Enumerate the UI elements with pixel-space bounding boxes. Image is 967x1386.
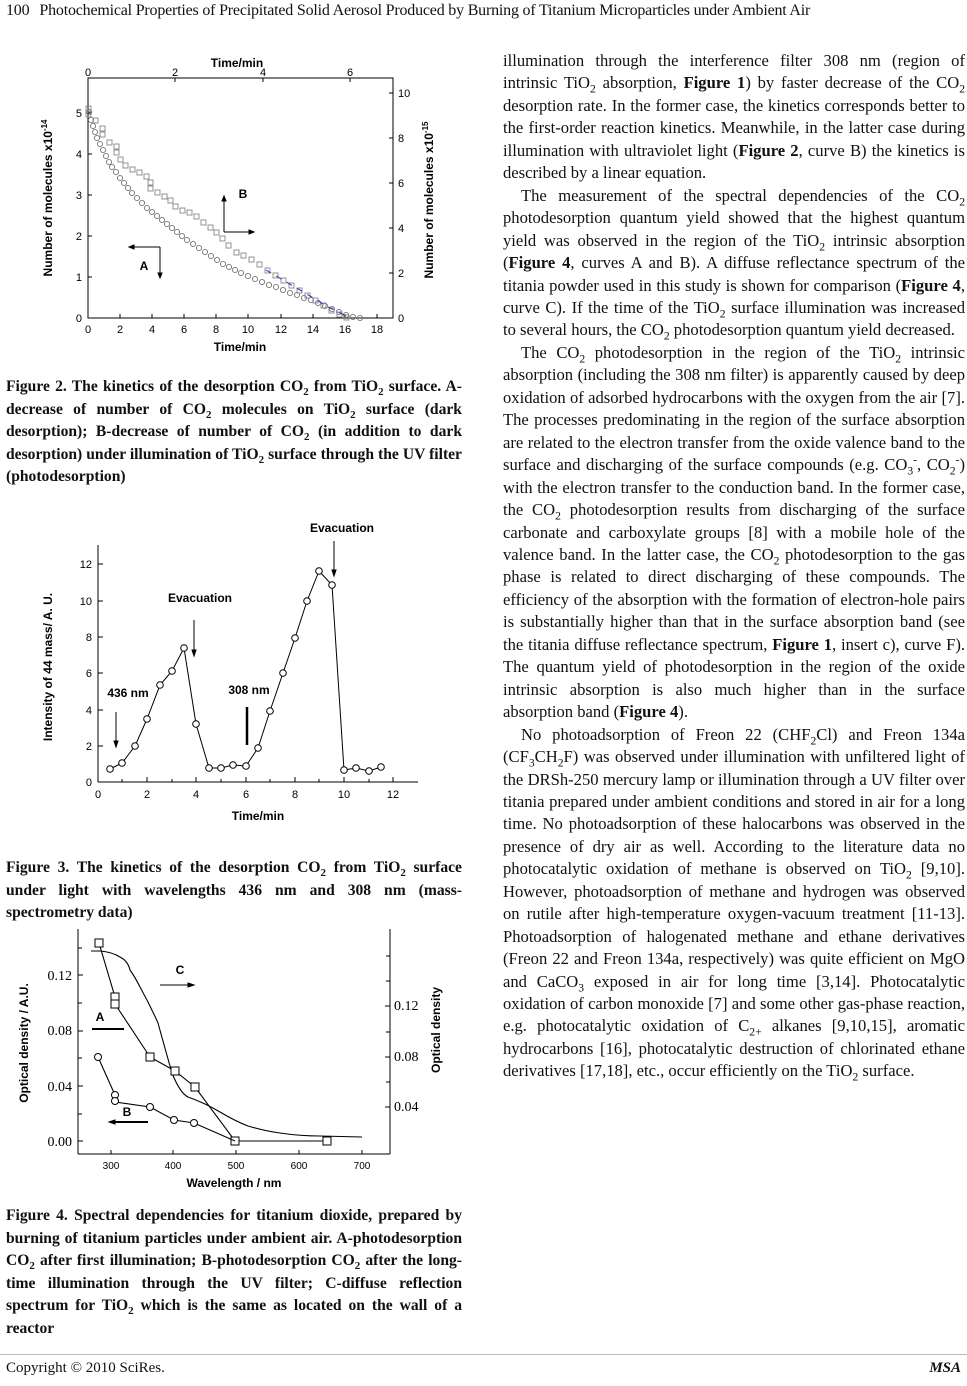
fig4-label-a: A xyxy=(95,1010,105,1024)
fig3-annot-evac1: Evacuation xyxy=(167,591,233,605)
svg-text:0.04: 0.04 xyxy=(394,1100,419,1115)
paragraph-3: The $CO_2$ photodesorption in the region of the TiO$_2$ intrinsic absorption (including the 308 nm filter) is apparently caused by deep oxidation of adsorbed hydrocarbons with the oxygen from the air [7]. The processes predominating in the region of the surface absorption are related to the electron transfer from the oxide valence band to the surface and discharging of the surface compounds (e.g. $CO_3^-$, $CO_2^-$) with the electron transfer to the conduction band. In the former case, the $CO_2$ photodesorption results from discharging of the surface carbonate and carboxylate groups [8] with a mobile hole of the valence band. In the latter case, the $CO_2$ photodesorption to the gas phase is related to direct discharging of these compounds. The efficiency of the absorption with the formation of electron-hole pairs is substantially higher than that in the surface absorption band (see the titania diffuse reflectance spectrum, Figure 1, insert c), curve F). The quantum yield of photodesorption in the region of the oxide intrinsic absorption is also much higher than in the surface absorption band (Figure 4). xyxy=(503,342,966,722)
svg-text:8: 8 xyxy=(85,632,92,644)
svg-text:2: 2 xyxy=(116,324,124,336)
svg-text:4: 4 xyxy=(148,324,156,336)
svg-text:0: 0 xyxy=(84,324,92,336)
journal-abbrev: MSA xyxy=(929,1360,961,1376)
svg-text:0: 0 xyxy=(94,789,102,801)
fig4-series-c xyxy=(91,951,362,1137)
svg-text:6: 6 xyxy=(398,178,405,190)
svg-text:10: 10 xyxy=(79,596,92,608)
svg-text:2: 2 xyxy=(85,741,92,753)
svg-text:10: 10 xyxy=(398,88,411,100)
svg-text:0.04: 0.04 xyxy=(47,1080,72,1095)
figure-2-chart xyxy=(30,50,450,360)
svg-text:300: 300 xyxy=(102,1161,120,1172)
figure-2-caption: Figure 2. The kinetics of the desorption $CO_2$ from TiO$_2$ surface. A-decrease of number of $CO_2$ molecules on TiO$_2$ surface (dark desorption); B-decrease of number of $CO_2$ (in addition to dark desorption) under illumination of TiO$_2$ surface through the UV filter (photodesorption) xyxy=(6,378,462,485)
svg-text:0: 0 xyxy=(85,777,92,789)
svg-text:0: 0 xyxy=(398,313,405,325)
svg-text:4: 4 xyxy=(192,789,200,801)
svg-text:2: 2 xyxy=(398,268,405,280)
svg-text:14: 14 xyxy=(306,324,320,336)
svg-text:5: 5 xyxy=(75,108,82,120)
svg-text:1: 1 xyxy=(75,272,82,284)
svg-text:8: 8 xyxy=(398,133,405,145)
fig2-top-axis-label: Time/min xyxy=(210,56,264,70)
svg-text:12: 12 xyxy=(386,789,400,801)
svg-text:2: 2 xyxy=(143,789,151,801)
fig3-annot-308: 308 nm xyxy=(228,683,270,697)
fig2-right-axis-label: Number of molecules $x10^{-15}$ xyxy=(421,121,436,279)
figure-3-chart xyxy=(30,505,450,825)
svg-text:8: 8 xyxy=(291,789,299,801)
fig3-series xyxy=(110,571,381,771)
svg-text:0.00: 0.00 xyxy=(47,1135,72,1150)
svg-text:0.08: 0.08 xyxy=(47,1024,72,1039)
svg-text:0: 0 xyxy=(84,67,92,79)
svg-text:400: 400 xyxy=(164,1161,182,1172)
svg-text:2: 2 xyxy=(171,67,179,79)
fig4-right-ylabel: Optical density xyxy=(429,986,443,1074)
page-footer xyxy=(6,1360,961,1377)
fig4-left-ylabel: Optical density / A.U. xyxy=(17,983,31,1103)
body-text-column xyxy=(503,50,965,1083)
svg-text:0.12: 0.12 xyxy=(394,999,419,1014)
figure-4-chart xyxy=(0,925,470,1195)
svg-text:4: 4 xyxy=(259,67,267,79)
fig3-ylabel: Intensity of 44 mass/ A. U. xyxy=(41,592,55,742)
fig2-arrow-b xyxy=(222,196,254,234)
fig2-left-axis-label: Number of molecules $x10^{-14}$ xyxy=(40,119,55,277)
fig3-annot-436: 436 nm xyxy=(107,686,149,700)
footer-divider xyxy=(0,1354,967,1355)
svg-text:700: 700 xyxy=(353,1161,371,1172)
svg-text:10: 10 xyxy=(337,789,351,801)
fig4-xlabel: Wavelength / nm xyxy=(186,1176,282,1190)
running-header xyxy=(6,2,810,20)
page-number: 100 xyxy=(6,2,30,19)
svg-text:12: 12 xyxy=(274,324,288,336)
svg-text:4: 4 xyxy=(75,149,82,161)
svg-text:500: 500 xyxy=(227,1161,245,1172)
fig3-xlabel: Time/min xyxy=(231,809,285,823)
svg-text:0.12: 0.12 xyxy=(47,969,72,984)
fig4-series-b xyxy=(98,1057,235,1141)
fig2-bottom-axis-label: Time/min xyxy=(213,340,267,354)
svg-text:6: 6 xyxy=(180,324,188,336)
figure-3-caption: Figure 3. The kinetics of the desorption $CO_2$ from TiO$_2$ surface under light with wavelengths 436 nm and 308 nm (mass-spectrometry data) xyxy=(6,859,462,921)
paragraph-1: illumination through the interference filter 308 nm (region of intrinsic TiO$_2$ absorption, Figure 1) by faster decrease of the $CO_2$ desorption rate. In the former case, the kinetics corresponds better to the first-order reaction kinetics. Meanwhile, in the latter case during illumination with ultraviolet light (Figure 2, curve B) the kinetics is described by a linear equation. xyxy=(503,51,965,183)
paragraph-4: No photoadsorption of Freon 22 $(CHF_2Cl)$ and Freon 134a $(CF_3CH_2F)$ was observed under illumination with unfiltered light of the DRSh-250 mercury lamp or illumination through a UV filter over titania prepared under ambient conditions and stored in air for a long time. No photoadsorption of these halocarbons was observed in the presence of dry air as well. According to the literature data no photocatalytic oxidation of methane is observed on TiO$_2$ [9,10]. However, photoadsorption of methane and hydrogen was observed on rutile after high-temperature oxygen-vacuum treatment [11-13]. Photoadsorption of halogenated methane and ethane derivatives (Freon 22 and Freon 134a, respectively) was quite efficient on MgO and CaCO$_3$ exposed in air for long time [3,14]. Photocatalytic oxidation of carbon monoxide [7] and some other gas-phase reaction, e.g. photocatalytic oxidation of $C_{2+}$ alkanes [9,10,15], aromatic hydrocarbons [16], photocatalytic destruction of chlorinated ethane derivatives [17,18], etc., occur efficiently on the TiO$_2$ surface. xyxy=(503,724,966,1084)
svg-text:6: 6 xyxy=(242,789,250,801)
svg-text:6: 6 xyxy=(85,668,92,680)
figure-4-caption: Figure 4. Spectral dependencies for titanium dioxide, prepared by burning of titanium particles under ambient air. A-photodesorption $CO_2$ after first illumination; B-photodesorption $CO_2$ after the long-time illumination through the UV filter; C-diffuse reflection spectrum for TiO$_2$ which is the same as located on the wall of a reactor xyxy=(6,1207,462,1337)
fig2-series-b xyxy=(86,106,349,320)
svg-text:10: 10 xyxy=(241,324,255,336)
copyright: Copyright © 2010 SciRes. xyxy=(6,1360,165,1376)
svg-text:8: 8 xyxy=(212,324,220,336)
svg-text:2: 2 xyxy=(75,231,82,243)
svg-text:18: 18 xyxy=(370,324,384,336)
svg-text:4: 4 xyxy=(398,223,405,235)
fig2-label-a: A xyxy=(139,259,149,273)
svg-text:6: 6 xyxy=(346,67,354,79)
svg-text:600: 600 xyxy=(290,1161,308,1172)
fig3-annot-evac2: Evacuation xyxy=(309,521,375,535)
svg-text:0.08: 0.08 xyxy=(394,1050,419,1065)
fig4-label-c: C xyxy=(175,963,185,977)
fig4-label-b: B xyxy=(122,1105,132,1119)
running-title: Photochemical Properties of Precipitated Solid Aerosol Produced by Burning of Titanium Microparticles under Ambient Air xyxy=(39,2,811,19)
paragraph-2: The measurement of the spectral dependencies of the $CO_2$ photodesorption quantum yield showed that the highest quantum yield was observed in the region of the TiO$_2$ intrinsic absorption (Figure 4, curves A and B). A diffuse reflectance spectrum of the titania powder used in this study is shown for comparison (Figure 4, curve C). If the time of the TiO$_2$ surface illumination was increased to several hours, the $CO_2$ photodesorption quantum yield decreased. xyxy=(503,185,966,343)
svg-text:12: 12 xyxy=(79,559,92,571)
svg-text:0: 0 xyxy=(75,313,82,325)
svg-text:4: 4 xyxy=(85,705,92,717)
fig2-label-b: B xyxy=(238,187,248,201)
svg-text:3: 3 xyxy=(75,190,82,202)
svg-text:16: 16 xyxy=(338,324,352,336)
fig4-series-a xyxy=(99,943,327,1141)
